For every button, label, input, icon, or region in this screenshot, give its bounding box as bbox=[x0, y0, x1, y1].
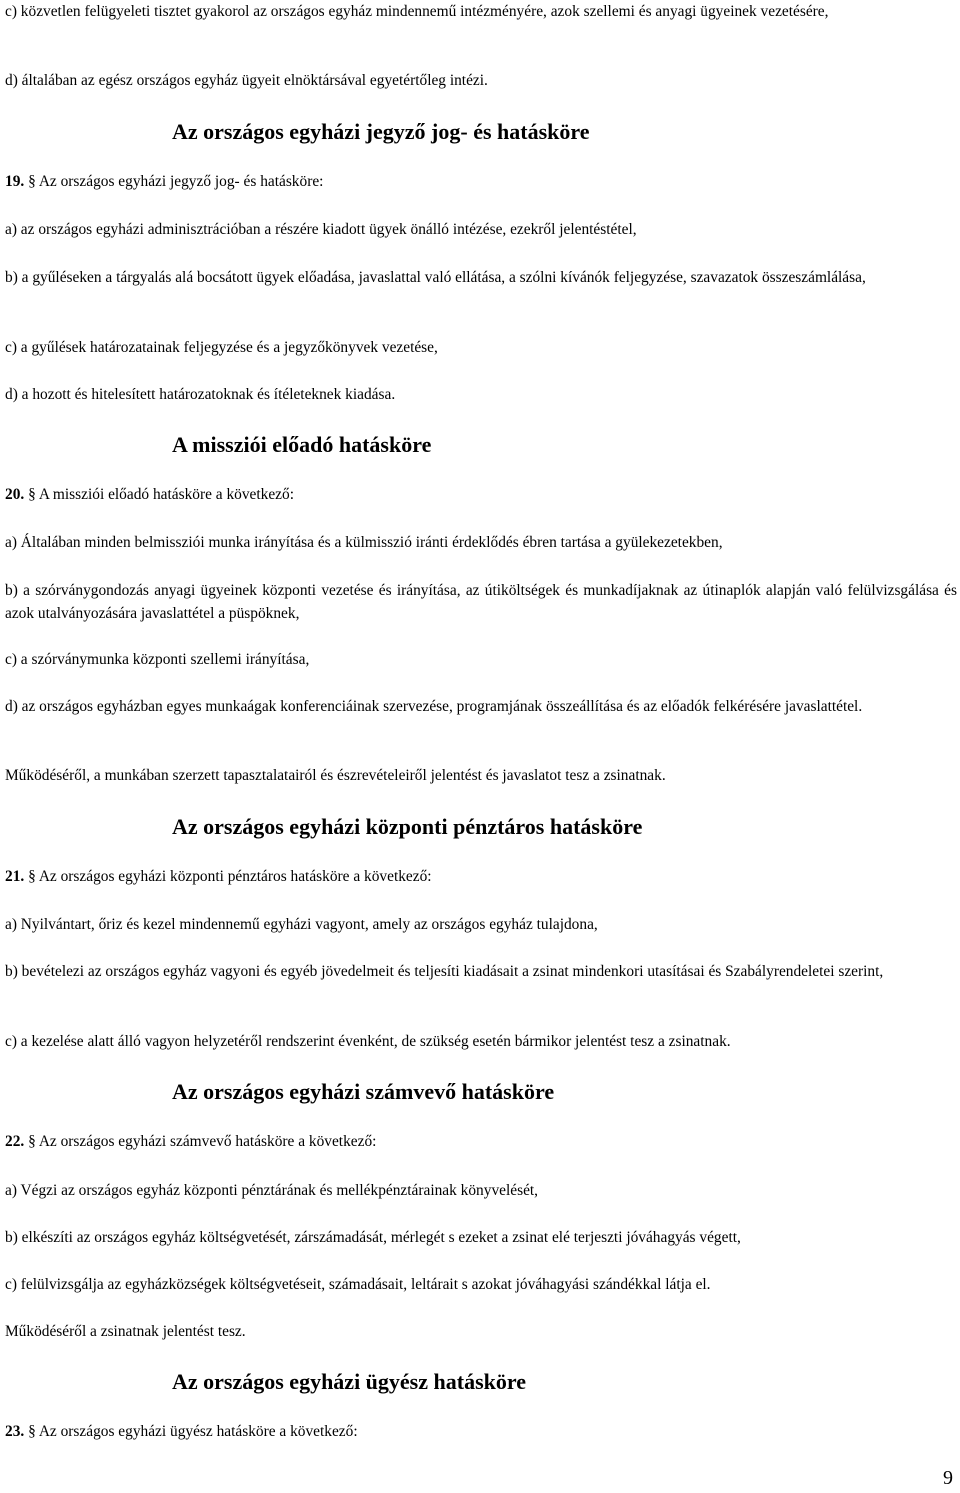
section-23-text: Az országos egyházi ügyész hatásköre a következő: bbox=[38, 1423, 358, 1440]
section-22-intro bbox=[5, 1130, 957, 1153]
paragraph-20b: b) a szórványgondozás anyagi ügyeinek központi vezetése és irányítása, az útiköltségek és munkadíjaknak az útinaplók alapján való felülvizsgálása és azok utalványozására javaslattétel a püspöknek, bbox=[5, 582, 957, 622]
heading-notary: Az országos egyházi jegyző jog- és hatásköre bbox=[172, 119, 590, 144]
section-number: 22. bbox=[5, 1133, 25, 1150]
paragraph-22c: c) felülvizsgálja az egyházközségek költségvetéseit, számadásait, leltárait s azokat jóváhagyási szándékkal látja el. bbox=[5, 1276, 711, 1293]
paragraph-sign: § bbox=[28, 1133, 36, 1150]
heading-auditor: Az országos egyházi számvevő hatásköre bbox=[172, 1079, 555, 1104]
section-number: 20. bbox=[5, 486, 25, 503]
page-number: 9 bbox=[943, 1467, 953, 1489]
paragraph-19d: d) a hozott és hitelesített határozatoknak és ítéleteknek kiadása. bbox=[5, 386, 396, 403]
paragraph-20c: c) a szórványmunka központi szellemi irányítása, bbox=[5, 651, 310, 668]
heading-treasurer: Az országos egyházi központi pénztáros hatásköre bbox=[172, 814, 643, 839]
paragraph-sign: § bbox=[28, 1423, 36, 1440]
paragraph-22a: a) Végzi az országos egyház központi pénztárának és mellékpénztárainak könyvelését, bbox=[5, 1182, 539, 1199]
heading-prosecutor: Az országos egyházi ügyész hatásköre bbox=[172, 1369, 526, 1394]
paragraph-22-report: Működéséről a zsinatnak jelentést tesz. bbox=[5, 1323, 246, 1340]
section-number: 21. bbox=[5, 868, 25, 885]
paragraph-21c: c) a kezelése alatt álló vagyon helyzetéről rendszerint évenként, de szükség esetén bármikor jelentést tesz a zsinatnak. bbox=[5, 1033, 731, 1050]
paragraph-20d: d) az országos egyházban egyes munkaágak konferenciáinak szervezése, programjának összeállítása és az előadók felkérésére javaslattétel. bbox=[5, 698, 863, 715]
paragraph-sign: § bbox=[28, 868, 36, 885]
section-number: 19. bbox=[5, 173, 25, 190]
paragraph-19c: c) a gyűlések határozatainak feljegyzése és a jegyzőkönyvek vezetése, bbox=[5, 339, 438, 356]
paragraph-19a: a) az országos egyházi adminisztrációban a részére kiadott ügyek önálló intézése, ezekről jelentéstétel, bbox=[5, 221, 637, 238]
section-21-intro bbox=[5, 865, 957, 888]
heading-mission: A missziói előadó hatásköre bbox=[172, 432, 432, 457]
paragraph-20-report: Működéséről, a munkában szerzett tapasztalatairól és észrevételeiről jelentést és javaslatot tesz a zsinatnak. bbox=[5, 767, 666, 784]
section-19-text: Az országos egyházi jegyző jog- és hatásköre: bbox=[38, 173, 324, 190]
section-20-intro bbox=[5, 483, 957, 506]
document-page bbox=[5, 0, 957, 1493]
section-19-intro bbox=[5, 170, 957, 193]
paragraph-sign: § bbox=[28, 486, 36, 503]
section-number: 23. bbox=[5, 1423, 25, 1440]
section-21-text: Az országos egyházi központi pénztáros hatásköre a következő: bbox=[38, 868, 432, 885]
paragraph-22b: b) elkészíti az országos egyház költségvetését, zárszámadását, mérlegét s ezeket a zsinat elé terjeszti jóváhagyás végett, bbox=[5, 1229, 741, 1246]
paragraph-21a: a) Nyilvántart, őriz és kezel mindennemű egyházi vagyont, amely az országos egyház tulajdona, bbox=[5, 916, 598, 933]
section-23-intro bbox=[5, 1420, 957, 1443]
section-20-text: A missziói előadó hatásköre a következő: bbox=[38, 486, 294, 503]
paragraph-21b: b) bevételezi az országos egyház vagyoni és egyéb jövedelmeit és teljesíti kiadásait a zsinat mindenkori utasításai és Szabályrendeletei szerint, bbox=[5, 963, 884, 980]
paragraph-20a: a) Általában minden belmissziói munka irányítása és a külmisszió iránti érdeklődés ébren tartása a gyülekezetekben, bbox=[5, 534, 723, 551]
paragraph-sign: § bbox=[28, 173, 36, 190]
paragraph-19b: b) a gyűléseken a tárgyalás alá bocsátott ügyek előadása, javaslattal való ellátása, a szólni kívánók feljegyzése, szavazatok összeszámlálása, bbox=[5, 269, 866, 286]
section-22-text: Az országos egyházi számvevő hatásköre a következő: bbox=[38, 1133, 377, 1150]
paragraph-17c: c) közvetlen felügyeleti tisztet gyakorol az országos egyház mindennemű intézményére, azok szellemi és anyagi ügyeinek vezetésére, bbox=[5, 3, 829, 20]
paragraph-17d: d) általában az egész országos egyház ügyeit elnöktársával egyetértőleg intézi. bbox=[5, 72, 488, 89]
